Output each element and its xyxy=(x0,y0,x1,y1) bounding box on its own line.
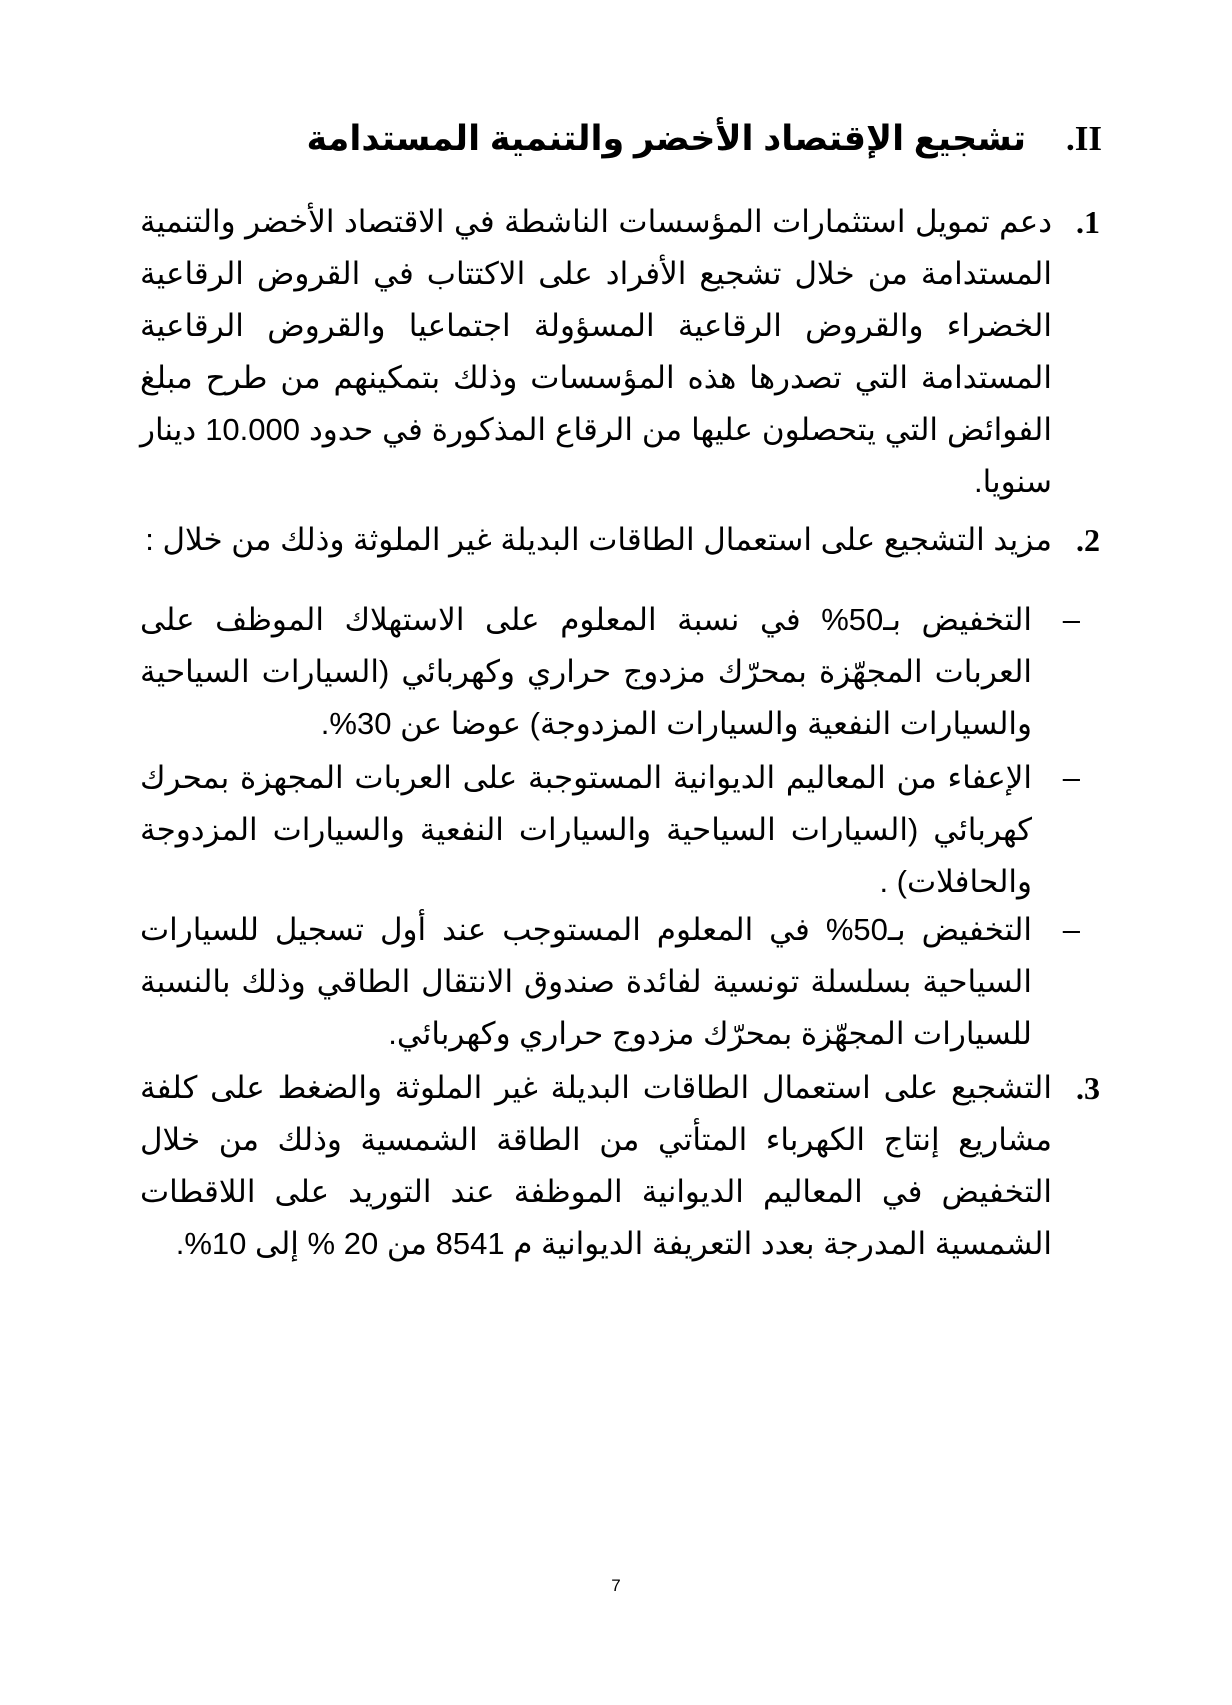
list-item-1-text: دعم تمويل استثمارات المؤسسات الناشطة في الاقتصاد الأخضر والتنمية المستدامة من خلال تشجيع الأفراد على الاكتتاب في القروض الرقاعية الخضراء والقروض الرقاعية المسؤولة اجتماعيا والقروض الرقاعية المستدامة التي تصدرها هذه المؤسسات وذلك بتمكينهم من طرح مبلغ الفوائض التي يتحصلون عليها من الرقاع المذكورة في حدود 10.000 دينار سنويا. xyxy=(140,204,1052,499)
sub-item-3 xyxy=(140,904,1080,1060)
sub-item-1-text: التخفيض بـ50% في نسبة المعلوم على الاستهلاك الموظف على العربات المجهّزة بمحرّك مزدوج حراري وكهربائي (السيارات السياحية والسيارات النفعية والسيارات المزدوجة) عوضا عن 30%. xyxy=(140,602,1032,741)
list-item-1-number: 1. xyxy=(1076,204,1100,240)
list-item-3 xyxy=(140,1062,1100,1270)
section-heading xyxy=(102,118,1102,160)
sub-item-2 xyxy=(140,752,1080,908)
list-item-3-text: التشجيع على استعمال الطاقات البديلة غير الملوثة والضغط على كلفة مشاريع إنتاج الكهرباء المتأتي من الطاقة الشمسية وذلك من خلال التخفيض في المعاليم الديوانية الموظفة عند التوريد على اللاقطات الشمسية المدرجة بعدد التعريفة الديوانية م 8541 من 20 % إلى 10%. xyxy=(140,1070,1052,1261)
sub-item-1 xyxy=(140,594,1080,750)
sub-item-2-dash: – xyxy=(1062,760,1080,795)
sub-item-3-dash: – xyxy=(1062,912,1080,947)
list-item-2-text: مزيد التشجيع على استعمال الطاقات البديلة غير الملوثة وذلك من خلال : xyxy=(145,522,1052,557)
list-item-3-number: 3. xyxy=(1076,1070,1100,1106)
sub-item-3-text: التخفيض بـ50% في المعلوم المستوجب عند أول تسجيل للسيارات السياحية بسلسلة تونسية لفائدة صندوق الانتقال الطاقي وذلك بالنسبة للسيارات المجهّزة بمحرّك مزدوج حراري وكهربائي. xyxy=(140,912,1033,1051)
list-item-2 xyxy=(140,514,1100,566)
sub-item-2-text: الإعفاء من المعاليم الديوانية المستوجبة على العربات المجهزة بمحرك كهربائي (السيارات السياحية والسيارات النفعية والسيارات المزدوجة والحافلات) . xyxy=(140,760,1032,899)
sub-item-1-dash: – xyxy=(1062,602,1080,637)
page-number: 7 xyxy=(611,1576,621,1595)
section-number: II. xyxy=(1066,119,1102,158)
list-item-2-number: 2. xyxy=(1076,522,1100,558)
list-item-1 xyxy=(140,196,1100,508)
section-title: تشجيع الإقتصاد الأخضر والتنمية المستدامة xyxy=(306,119,1026,158)
